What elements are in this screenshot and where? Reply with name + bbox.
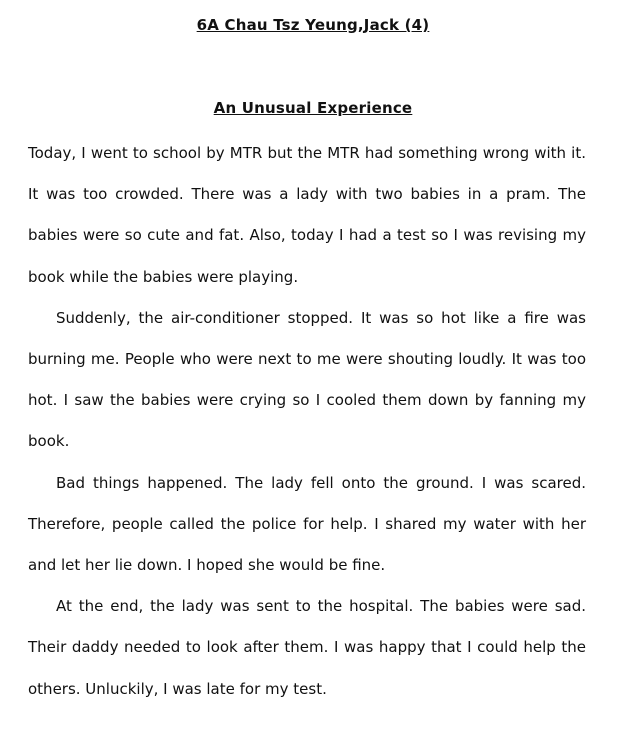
author-line: 6A Chau Tsz Yeung,Jack (4): [196, 16, 430, 34]
essay-title: An Unusual Experience: [213, 99, 413, 117]
paragraph-3: Bad things happened. The lady fell onto the ground. I was scared. Therefore, people called the police for help. I shared my water with her and let her lie down. I hoped she would be fine.: [28, 473, 586, 575]
essay-body: [28, 133, 586, 710]
paragraph-1: Today, I went to school by MTR but the MTR had something wrong with it. It was too crowded. There was a lady with two babies in a pram. The babies were so cute and fat. Also, today I had a test so I was revising my book while the babies were playing.: [28, 144, 586, 286]
paragraph-4: At the end, the lady was sent to the hospital. The babies were sad. Their daddy needed to look after them. I was happy that I could help the others. Unluckily, I was late for my test.: [28, 597, 586, 698]
paragraph-2: Suddenly, the air-conditioner stopped. It was so hot like a fire was burning me. People who were next to me were shouting loudly. It was too hot. I saw the babies were crying so I cooled them down by fanning my book.: [28, 308, 586, 451]
